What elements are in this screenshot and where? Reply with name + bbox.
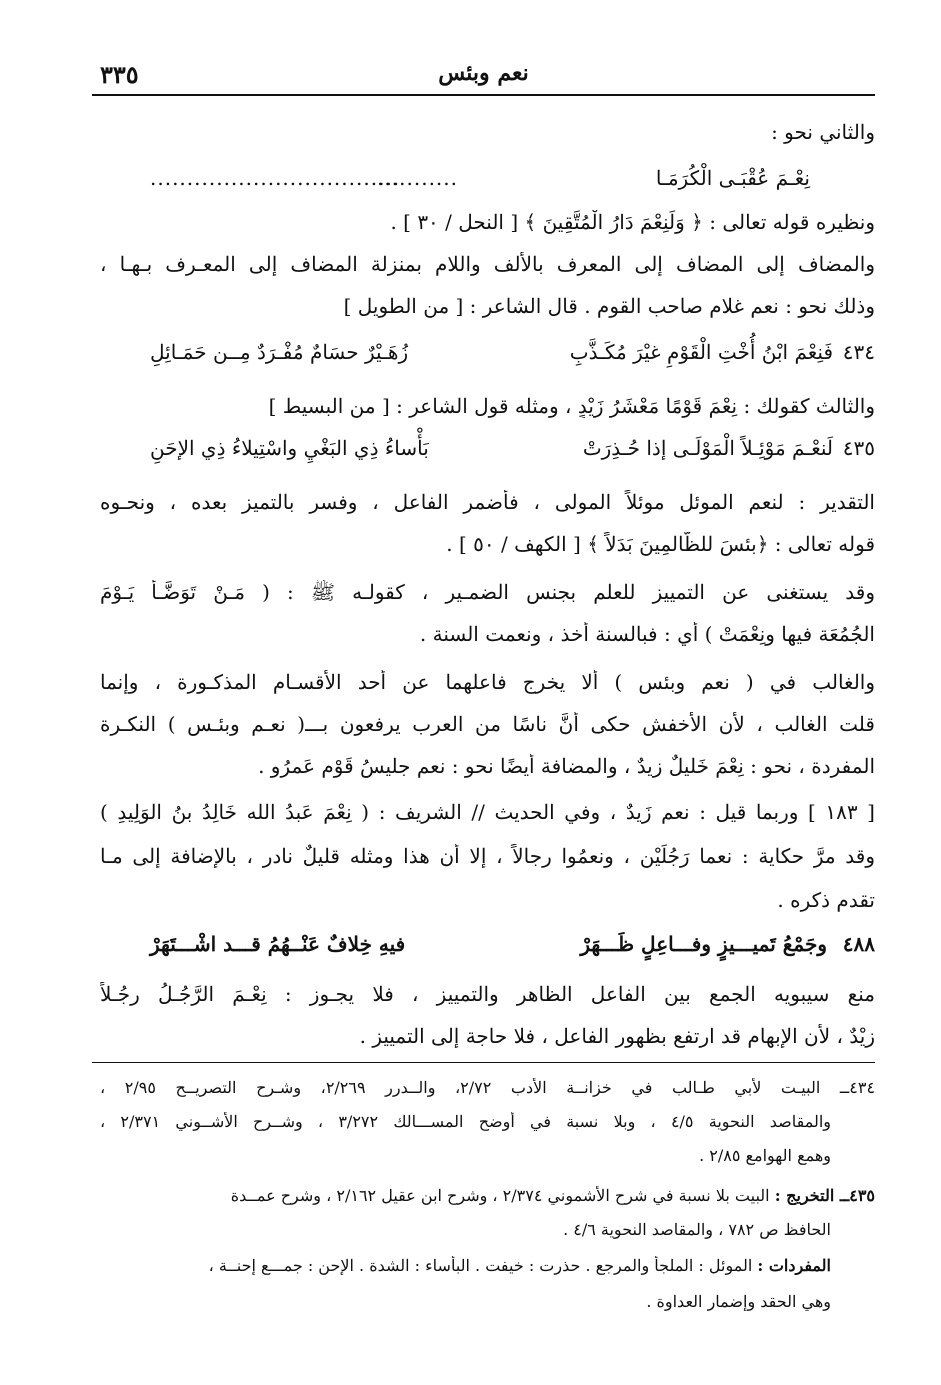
footnote-line	[100, 1186, 875, 1205]
body-line: الجُمُعَة فيها ونِعْمَتْ ) أي : فبالسنة أخذ ، ونعمت السنة .	[419, 622, 875, 646]
body-line: والغالب في ( نعم وبئس ) ألا يخرج فاعلهما عن أحد الأقسـام المذكـورة ، وإنما	[100, 670, 875, 694]
body-line: والمضاف إلى المضاف إلى المعرف بالألف واللام بمنزلة المضاف إلى المعـرف بـهـا ،	[100, 252, 875, 276]
ellipsis-dots: ...........	[377, 166, 458, 190]
body-line: قوله تعالى : ﴿بئسَ للظَّالمِينَ بَدَلاً ﴾ [ الكهف / ٥٠ ] .	[446, 532, 875, 556]
body-line: والثاني نحو :	[771, 120, 875, 144]
page-header	[92, 58, 875, 96]
body-line: [ ١٨٣ ] وربما قيل : نعم زَيدٌ ، وفي الحديث // الشريف : ( نِعْمَ عَبدُ الله خَالِدُ بنُ الوَلِيدِ )	[100, 800, 875, 824]
verse-first-half: فَنِعْمَ ابْنُ أُخْتِ الْقَوْمِ غيْرَ مُكَـذَّبِ	[569, 340, 833, 364]
body-line: قلت الغالب ، لأن الأخفش حكى أنَّ ناسًا من العرب يرفعون بـــ( نعـم وبئـس ) النكـرة	[100, 712, 875, 736]
ellipsis-dots: ..................................	[150, 166, 401, 190]
body-line: المفردة ، نحو : نِعْمَ خَليلٌ زيدٌ ، والمضافة أيضًا نحو : نعم جليسُ قَوْمٍ عَمرُو .	[258, 754, 875, 778]
verse-number: ٤٣٤	[842, 340, 875, 364]
footnote-text: الموئل : الملجأ والمرجع . حذرت : خيفت . البأساء : الشدة . الإحن : جمـــع إحنــة ،	[208, 1256, 753, 1275]
body-line: تقدم ذكره .	[777, 888, 875, 912]
page-number: ٣٣٥	[100, 60, 139, 89]
verse-first-half: لَنعْـمَ مَوْئِـلاً الْمَوْلَـى إذا حُـذِرَتْ	[582, 436, 833, 460]
footnote-line: ٤٣٤ــ البيـت لأبي طـالب في خزانــة الأدب ٢/٧٢، والــدرر ٢/٢٦٩، وشـرح التصريــح ٢/٩٥ ،	[100, 1078, 875, 1097]
body-line: التقدير : لنعم الموئل موئلاً المولى ، فأضمر الفاعل ، وفسر بالتميز بعده ، ونحـوه	[100, 490, 875, 514]
body-line: وقد يستغنى عن التمييز للعلم بجنس الضمـير ، كقولـه ﷺ : ( مَـنْ تَوَضَّـأَ يَـوْمَ	[100, 580, 875, 604]
body-line: منع سيبويه الجمع بين الفاعل الظاهر والتمييز ، فلا يجـوز : نِعْـمَ الرَّجُـلُ رجُـلاً	[100, 982, 875, 1006]
verse-first-half: وجَمْعُ تَميـــيزٍ وفـــاعِلٍ ظَـــهَرْ	[580, 932, 827, 956]
body-line: وقد مرَّ حكاية : نعما رَجُلَيْن ، ونعمُوا رجالاً ، إلا أن هذا ومثله قليلٌ نادر ، بالإضافة إلى مـا	[100, 844, 875, 868]
footnote-rule	[92, 1062, 875, 1063]
body-line: زيْدٌ ، لأن الإبهام قد ارتفع بظهور الفاعل ، فلا حاجة إلى التمييز .	[359, 1024, 875, 1048]
verse-number: ٤٣٥	[842, 436, 875, 460]
verse-number: ٤٨٨	[842, 932, 875, 956]
footnote-line	[100, 1256, 831, 1275]
verse-second-half: بَأْساءُ ذِي البَغْيِ واسْتِيلاءُ ذِي الإحَنِ	[150, 436, 429, 460]
footnote-label: ٤٣٥ــ التخريج :	[774, 1186, 875, 1205]
running-title: نعم وبئس	[438, 60, 529, 86]
footnote-line: والمقاصد النحوية ٤/٥ ، وبلا نسبة في أوضح المســـالك ٣/٢٧٢ ، وشــرح الأشــوني ٢/٣٧١ ،	[100, 1112, 831, 1131]
footnote-line: وهي الحقد وإضمار العداوة .	[646, 1292, 831, 1311]
verse-half: نِعْـمَ عُقْبَـى الْكُرَمَـا	[655, 166, 810, 190]
footnote-line: الحافظ ص ٧٨٢ ، والمقاصد النحوية ٤/٦ .	[563, 1220, 831, 1239]
body-line: والثالث كقولك : نِعْمَ قَوْمًا مَعْشَرُ زَيْدٍ ، ومثله قول الشاعر : [ من البسيط ]	[268, 394, 875, 418]
body-line: ونظيره قوله تعالى : ﴿ وَلَنِعْمَ دَارُ الْمُتَّقِينَ ﴾ [ النحل / ٣٠ ] .	[390, 210, 875, 234]
footnote-line: وهمع الهوامع ٢/٨٥ .	[699, 1146, 831, 1165]
verse-second-half: فيهِ خِلافٌ عَنْــهُمُ قـــد اشْـــتَهَرْ	[150, 932, 406, 956]
body-line: وذلك نحو : نعم غلام صاحب القوم . قال الشاعر : [ من الطويل ]	[343, 294, 875, 318]
footnote-text: البيت بلا نسبة في شرح الأشموني ٢/٣٧٤ ، وشرح ابن عقيل ٢/١٦٢ ، وشرح عمــدة	[230, 1186, 770, 1205]
verse-second-half: زُهَـيْرٌ حسَامٌ مُفْـرَدٌ مِــن حَمَـائِلِ	[150, 340, 409, 364]
footnote-label: المفردات :	[757, 1256, 831, 1275]
